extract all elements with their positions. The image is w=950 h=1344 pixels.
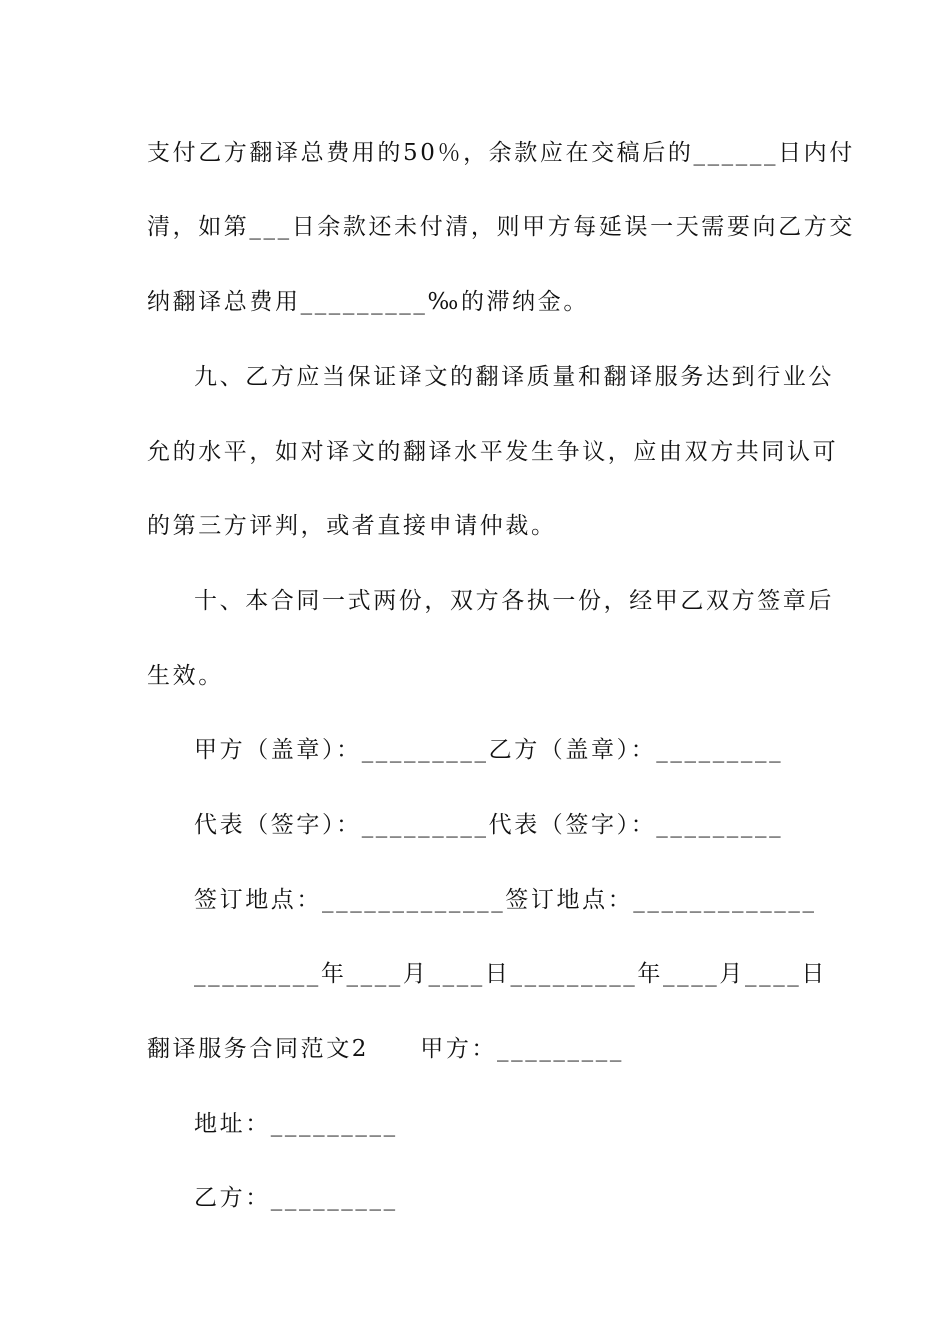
paragraph-9-line-2: 允的水平，如对译文的翻译水平发生争议，应由双方共同认可 <box>147 439 839 465</box>
paragraph-8-line-3: 纳翻译总费用_________‰的滞纳金。 <box>147 289 589 315</box>
paragraph-10-line-2: 生效。 <box>147 663 224 689</box>
paragraph-10-line-1: 十、本合同一式两份，双方各执一份，经甲乙双方签章后 <box>194 588 834 614</box>
party-b-line: 乙方：_________ <box>194 1185 398 1211</box>
seal-signature-line: 甲方（盖章）：_________乙方（盖章）：_________ <box>194 737 784 763</box>
paragraph-8-line-1: 支付乙方翻译总费用的50％，余款应在交稿后的______日内付 <box>147 140 855 166</box>
representative-signature-line: 代表（签字）：_________代表（签字）：_________ <box>194 812 784 838</box>
paragraph-8-line-2: 清，如第___日余款还未付清，则甲方每延误一天需要向乙方交 <box>147 214 855 240</box>
signing-date-line: _________年____月____日_________年____月____日 <box>194 961 827 987</box>
address-line: 地址：_________ <box>194 1111 398 1137</box>
signing-place-line: 签订地点：_____________签订地点：_____________ <box>194 887 817 913</box>
paragraph-9-line-1: 九、乙方应当保证译文的翻译质量和翻译服务达到行业公 <box>194 364 834 390</box>
paragraph-9-line-3: 的第三方评判，或者直接申请仲裁。 <box>147 513 557 539</box>
sample-2-heading-line: 翻译服务合同范文2 甲方：_________ <box>147 1036 624 1062</box>
